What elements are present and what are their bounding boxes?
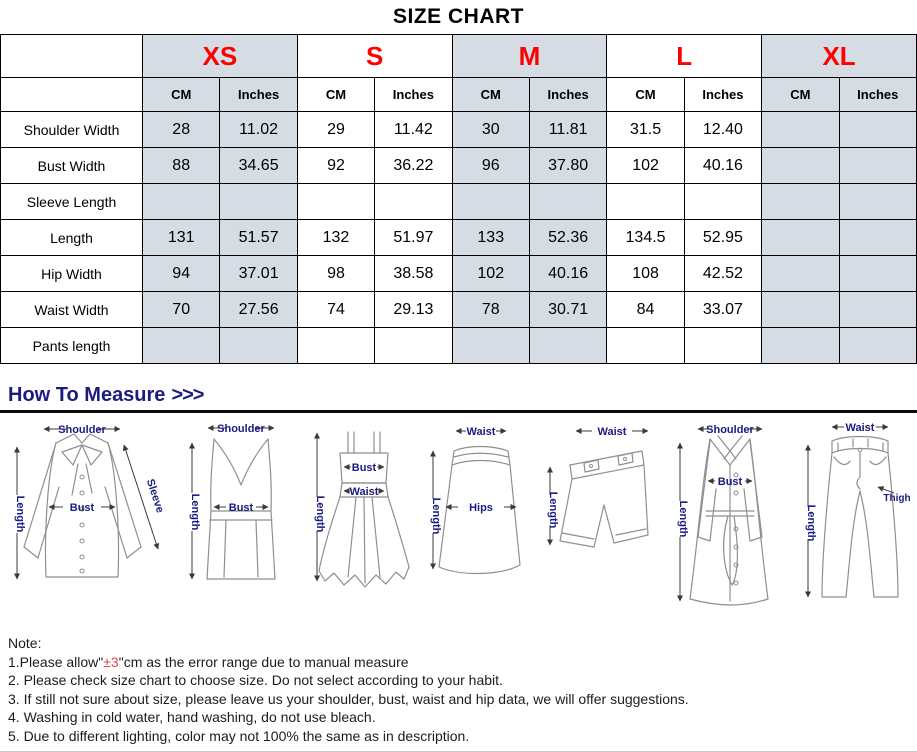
value-cell: 29.13	[375, 292, 452, 328]
unit-header-cell: Inches	[529, 78, 606, 112]
error-range-highlight: ±3	[103, 653, 119, 670]
value-cell: 74	[297, 292, 374, 328]
value-cell	[839, 148, 916, 184]
value-cell: 34.65	[220, 148, 297, 184]
table-row-hip-width	[1, 256, 917, 292]
value-cell	[839, 328, 916, 364]
skirt-measure-figure	[426, 419, 533, 615]
tank-top-bust-label: Bust	[228, 502, 254, 514]
value-cell	[762, 184, 839, 220]
pants-measure-figure	[798, 419, 913, 615]
table-row-pants-length	[1, 328, 917, 364]
value-cell	[839, 256, 916, 292]
value-cell: 70	[143, 292, 220, 328]
value-cell	[684, 184, 761, 220]
tank-top-measure-figure	[180, 419, 302, 615]
value-cell	[839, 220, 916, 256]
skirt-dimension-arrows	[433, 431, 516, 569]
value-cell	[684, 328, 761, 364]
trench-coat-shoulder-label: Shoulder	[705, 424, 754, 436]
value-cell: 52.36	[529, 220, 606, 256]
shorts-length-label: Length	[546, 491, 559, 529]
value-cell: 102	[452, 256, 529, 292]
size-header-row	[1, 35, 917, 78]
value-cell: 51.57	[220, 220, 297, 256]
unit-header-cell: CM	[297, 78, 374, 112]
pants-thigh-label: Thigh	[883, 493, 911, 504]
value-cell: 11.81	[529, 112, 606, 148]
unit-header-row	[1, 78, 917, 112]
skirt-length-label: Length	[430, 497, 443, 535]
value-cell	[762, 256, 839, 292]
value-cell: 92	[297, 148, 374, 184]
blouse-length-label: Length	[14, 495, 26, 533]
note-item-2: 2. Please check size chart to choose size. Do not select according to your habit.	[8, 672, 503, 688]
size-header-xl: XL	[762, 35, 917, 78]
table-row-length	[1, 220, 917, 256]
skirt-waist-label: Waist	[467, 426, 496, 438]
value-cell	[452, 184, 529, 220]
value-cell: 12.40	[684, 112, 761, 148]
value-cell	[220, 184, 297, 220]
value-cell: 132	[297, 220, 374, 256]
shorts-measure-figure	[540, 419, 662, 615]
value-cell: 11.02	[220, 112, 297, 148]
slip-dress-dimension-arrows	[317, 433, 384, 581]
row-label-cell: Hip Width	[1, 256, 143, 292]
row-label-cell: Pants length	[1, 328, 143, 364]
value-cell: 94	[143, 256, 220, 292]
table-row-sleeve-length	[1, 184, 917, 220]
value-cell	[839, 292, 916, 328]
row-label-cell: Shoulder Width	[1, 112, 143, 148]
value-cell: 11.42	[375, 112, 452, 148]
size-header-l: L	[607, 35, 762, 78]
tank-top-length-label: Length	[189, 493, 202, 531]
table-row-waist-width	[1, 292, 917, 328]
value-cell: 42.52	[684, 256, 761, 292]
value-cell: 28	[143, 112, 220, 148]
blouse-sleeve-label: Sleeve	[143, 477, 166, 515]
slip-dress-length-label: Length	[314, 495, 327, 533]
value-cell	[607, 328, 684, 364]
notes-section	[8, 634, 917, 745]
size-chart-table	[0, 34, 917, 364]
note-item-1: 1.Please allow"±3"cm as the error range due to manual measure	[8, 653, 409, 670]
value-cell: 102	[607, 148, 684, 184]
how-to-measure-heading	[8, 384, 917, 408]
value-cell: 96	[452, 148, 529, 184]
value-cell	[143, 328, 220, 364]
unit-header-cell: Inches	[220, 78, 297, 112]
trench-coat-measure-figure	[668, 419, 792, 615]
value-cell	[452, 328, 529, 364]
row-label-cell: Waist Width	[1, 292, 143, 328]
value-cell: 36.22	[375, 148, 452, 184]
unit-header-cell: CM	[607, 78, 684, 112]
slip-dress-waist-label: Waist	[349, 486, 379, 498]
corner-cell	[1, 35, 143, 78]
slip-dress-drawing	[319, 432, 409, 587]
value-cell: 78	[452, 292, 529, 328]
skirt-hips-label: Hips	[469, 502, 494, 514]
value-cell	[839, 184, 916, 220]
table-row-shoulder-width	[1, 112, 917, 148]
value-cell	[375, 184, 452, 220]
shorts-drawing	[560, 451, 648, 547]
unit-header-cell: Inches	[839, 78, 916, 112]
shorts-waist-label: Waist	[597, 426, 627, 438]
row-label-cell: Length	[1, 220, 143, 256]
value-cell	[375, 328, 452, 364]
value-cell: 98	[297, 256, 374, 292]
value-cell: 40.16	[684, 148, 761, 184]
value-cell	[143, 184, 220, 220]
value-cell: 88	[143, 148, 220, 184]
trench-coat-length-label: Length	[676, 500, 689, 538]
value-cell: 30	[452, 112, 529, 148]
value-cell: 84	[607, 292, 684, 328]
value-cell: 30.71	[529, 292, 606, 328]
value-cell	[762, 220, 839, 256]
value-cell: 52.95	[684, 220, 761, 256]
unit-header-cell: CM	[452, 78, 529, 112]
value-cell	[839, 112, 916, 148]
trench-coat-bust-label: Bust	[717, 476, 743, 488]
corner-cell	[1, 78, 143, 112]
note-item-5: 5. Due to different lighting, color may not 100% the same as in description.	[8, 727, 470, 744]
value-cell: 27.56	[220, 292, 297, 328]
unit-header-cell: Inches	[684, 78, 761, 112]
value-cell: 37.01	[220, 256, 297, 292]
value-cell	[762, 148, 839, 184]
value-cell	[607, 184, 684, 220]
notes-heading: Note:	[8, 635, 42, 651]
pants-dimension-arrows	[808, 427, 894, 597]
unit-header-cell: CM	[762, 78, 839, 112]
blouse-shoulder-label: Shoulder	[58, 424, 106, 436]
value-cell	[762, 112, 839, 148]
trench-coat-drawing	[690, 436, 768, 605]
note-item-4: 4. Washing in cold water, hand washing, do not use bleach.	[8, 709, 376, 725]
value-cell: 38.58	[375, 256, 452, 292]
value-cell: 51.97	[375, 220, 452, 256]
size-header-s: S	[297, 35, 452, 78]
value-cell: 134.5	[607, 220, 684, 256]
how-to-measure-figures	[0, 413, 917, 621]
value-cell: 108	[607, 256, 684, 292]
value-cell	[220, 328, 297, 364]
how-to-measure-label: How To Measure	[8, 384, 166, 406]
trench-coat-dimension-arrows	[680, 429, 762, 601]
value-cell	[762, 328, 839, 364]
pants-waist-label: Waist	[845, 422, 875, 434]
value-cell	[529, 184, 606, 220]
value-cell: 29	[297, 112, 374, 148]
triple-chevron-icon: >>>	[171, 384, 204, 406]
value-cell: 31.5	[607, 112, 684, 148]
table-row-bust-width	[1, 148, 917, 184]
page-title: SIZE CHART	[393, 5, 524, 28]
value-cell	[529, 328, 606, 364]
unit-header-cell: CM	[143, 78, 220, 112]
value-cell	[297, 184, 374, 220]
value-cell	[297, 328, 374, 364]
value-cell: 131	[143, 220, 220, 256]
blouse-bust-label: Bust	[69, 502, 95, 514]
value-cell: 33.07	[684, 292, 761, 328]
value-cell	[762, 292, 839, 328]
pants-drawing	[822, 437, 898, 598]
tank-top-shoulder-label: Shoulder	[217, 423, 265, 435]
slip-dress-measure-figure	[308, 419, 420, 615]
slip-dress-bust-label: Bust	[352, 462, 377, 474]
pants-length-label: Length	[804, 504, 817, 542]
note-item-3: 3. If still not sure about size, please leave us your shoulder, bust, waist and hip data, we will offer suggestions.	[8, 690, 689, 707]
row-label-cell: Sleeve Length	[1, 184, 143, 220]
blouse-measure-figure	[4, 419, 174, 615]
row-label-cell: Bust Width	[1, 148, 143, 184]
size-header-xs: XS	[143, 35, 298, 78]
value-cell: 40.16	[529, 256, 606, 292]
unit-header-cell: Inches	[375, 78, 452, 112]
size-header-m: M	[452, 35, 607, 78]
value-cell: 37.80	[529, 148, 606, 184]
value-cell: 133	[452, 220, 529, 256]
